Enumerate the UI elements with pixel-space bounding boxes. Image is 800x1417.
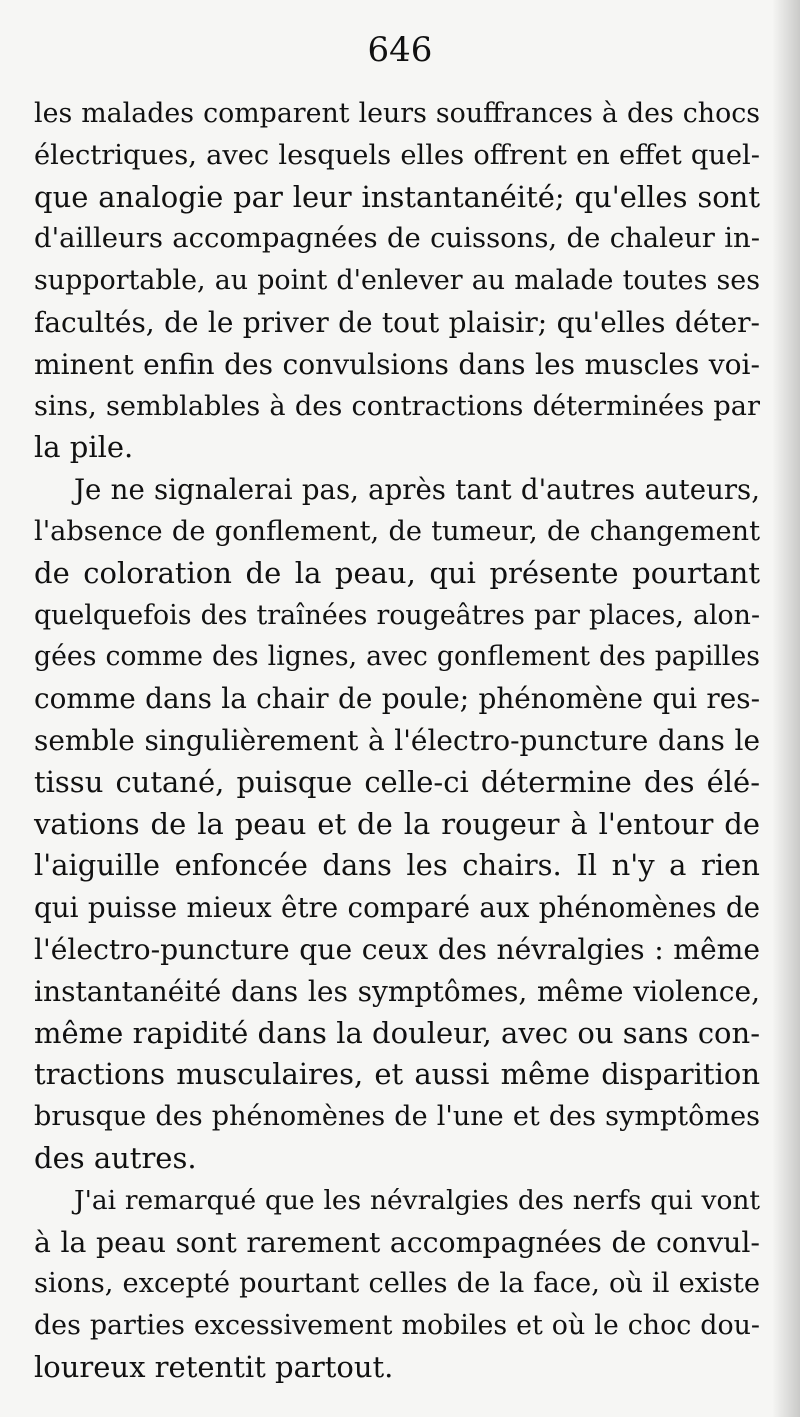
body-text (34, 93, 760, 1389)
text-line: supportable, au point d'enlever au malade toutes ses (34, 265, 760, 297)
text-line: brusque des phénomènes de l'une et des symptômes (34, 1101, 760, 1133)
text-line: semble singulièrement à l'électro-puncture dans le (34, 723, 760, 757)
text-line: des parties excessivement mobiles et où le choc dou- (34, 1310, 760, 1342)
text-line: Je ne signalerai pas, après tant d'autres auteurs, (74, 473, 760, 507)
text-line: l'absence de gonflement, de tumeur, de changement (34, 515, 760, 547)
text-line: la pile. (34, 430, 134, 465)
text-line: instantanéité dans les symptômes, même violence, (34, 974, 760, 1008)
text-line: sions, excepté pourtant celles de la face, où il existe (34, 1268, 760, 1300)
text-line: l'électro-puncture que ceux des névralgies : même (34, 932, 760, 966)
text-line: J'ai remarqué que les névralgies des nerfs qui vont (74, 1184, 760, 1216)
text-line: facultés, de le priver de tout plaisir; qu'elles déter- (34, 305, 760, 339)
text-line: minent enfin des convulsions dans les muscles voi- (34, 347, 760, 381)
paragraph-1 (34, 93, 760, 469)
text-line: des autres. (34, 1140, 197, 1175)
text-line: sins, semblables à des contractions déterminées par (34, 390, 760, 422)
text-line: comme dans la chair de poule; phénomène qui res- (34, 682, 760, 716)
text-line: électriques, avec lesquels elles offrent en effet quel- (34, 139, 760, 171)
text-line: à la peau sont rarement accompagnées de convul- (34, 1225, 760, 1259)
text-line: tissu cutané, puisque celle-ci détermine des élé- (34, 764, 760, 799)
text-line: vations de la peau et de la rougeur à l'entour de (34, 806, 760, 841)
text-line: les malades comparent leurs souffrances à des chocs (34, 98, 760, 129)
text-line: tractions musculaires, et aussi même disparition (34, 1057, 760, 1092)
page-number: 646 (367, 30, 433, 70)
text-line: que analogie par leur instantanéité; qu'elles sont (34, 179, 760, 214)
text-line: loureux retentit partout. (34, 1349, 394, 1384)
text-line: d'ailleurs accompagnées de cuissons, de chaleur in- (34, 223, 760, 255)
text-line: même rapidité dans la douleur, avec ou sans con- (34, 1015, 760, 1050)
paragraph-2 (34, 469, 760, 1180)
paragraph-3 (34, 1180, 760, 1389)
text-line: qui puisse mieux être comparé aux phénomènes de (34, 891, 760, 925)
text-line: gées comme des lignes, avec gonflement des papilles (34, 641, 760, 673)
text-line: l'aiguille enfoncée dans les chairs. Il n'y a rien (34, 848, 760, 883)
text-line: quelquefois des traînées rougeâtres par places, alon- (34, 599, 760, 631)
text-line: de coloration de la peau, qui présente pourtant (34, 555, 760, 590)
